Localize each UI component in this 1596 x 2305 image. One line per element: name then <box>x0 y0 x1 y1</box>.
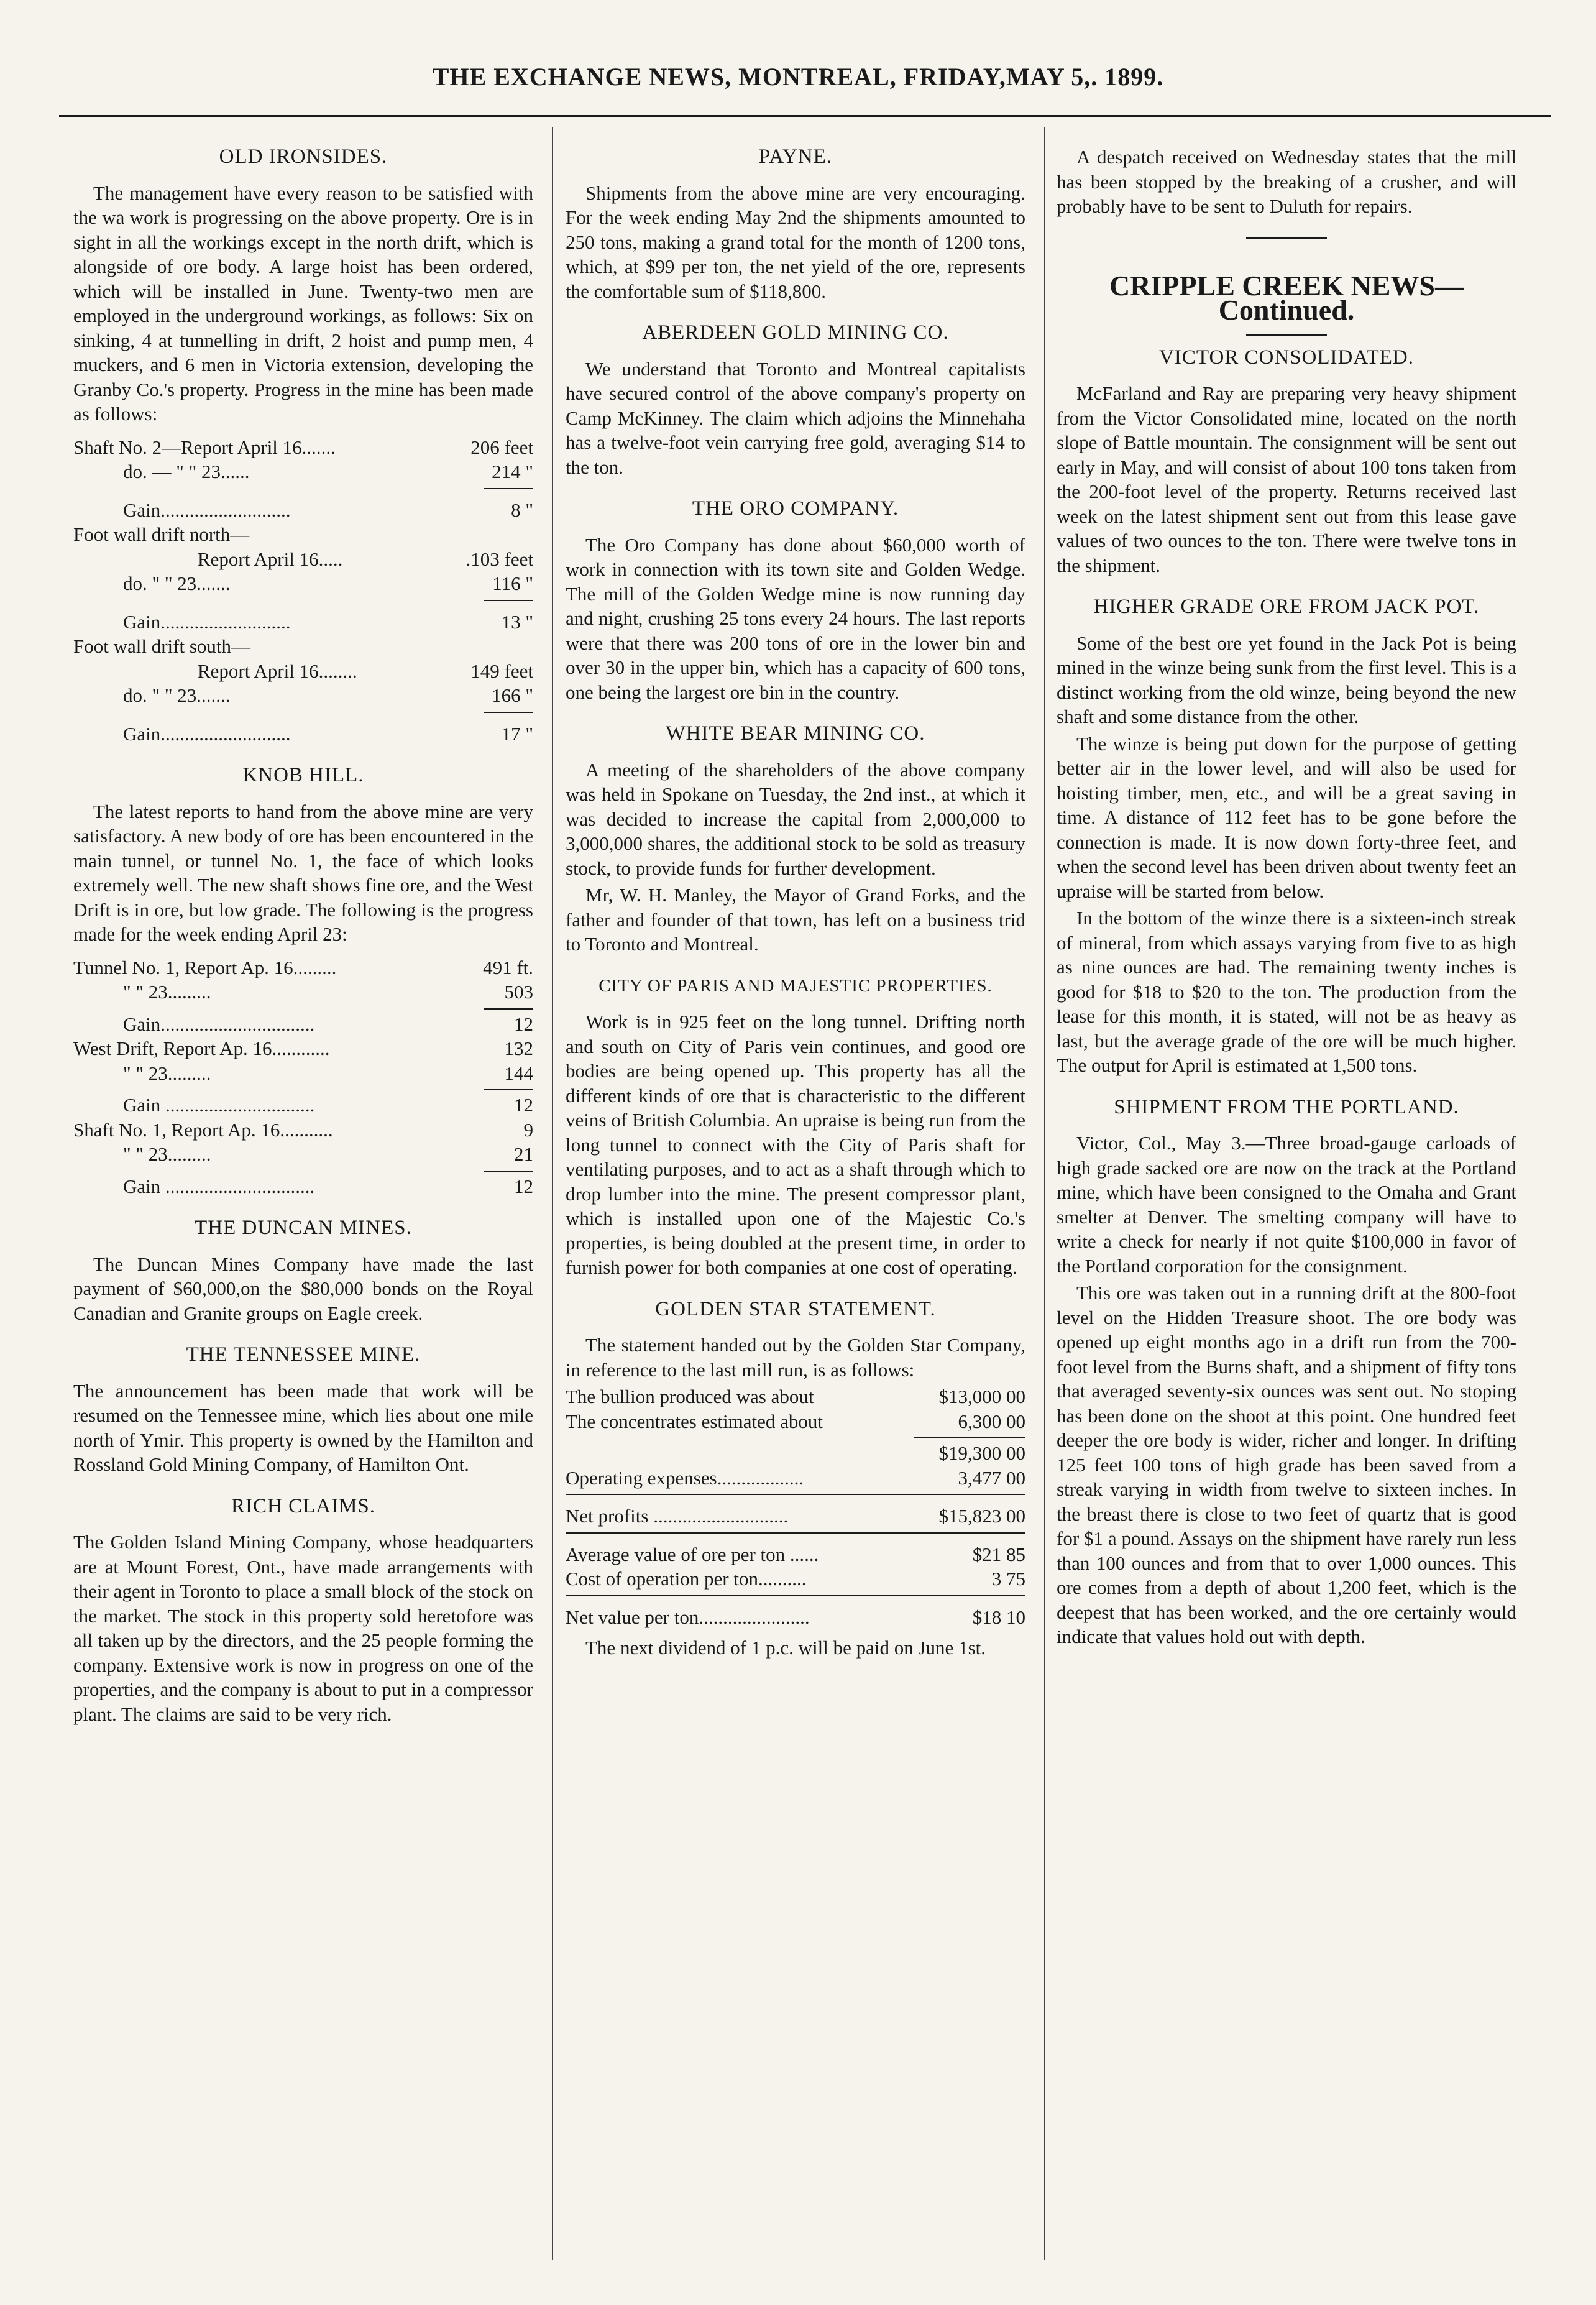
article-body-aberdeen: We understand that Toronto and Montreal capitalists have secured control of the above company's property on Camp McKinney. The claim which adjoins the Minnehaha has a twelve-foot vein carrying free gold, averaging $14 to the ton. <box>566 357 1025 478</box>
section-rule <box>1246 237 1327 239</box>
golden-star-statement-table <box>566 1384 1025 1629</box>
sum-rule <box>484 1171 533 1172</box>
table-row: Tunnel No. 1, Report Ap. 16......... 491 ft. <box>73 956 533 978</box>
table-row: do. — " " 23...... 214 " <box>123 461 533 482</box>
sum-rule <box>484 1089 533 1090</box>
table-row: Foot wall drift north— <box>73 523 250 545</box>
article-body-knob-hill: The latest reports to hand from the above mine are very satisfactory. A new body of ore has been encountered in the main tunnel, or tunnel No. 1, the face of which looks extremely well. The new shaft shows fine ore, and the West Drift is in ore, but low grade. The following is the progress made for the week ending April 23: <box>73 800 533 945</box>
article-title-tennessee-mine: THE TENNESSEE MINE. <box>186 1343 421 1366</box>
section-title-cripple-creek: CRIPPLE CREEK NEWS—Continued. <box>1109 269 1464 326</box>
table-row: Gain........................... 17 " <box>123 722 533 745</box>
table-row: Net value per ton....................... $18 10 <box>566 1606 1025 1628</box>
article-body-duncan-mines: The Duncan Mines Company have made the last payment of $60,000,on the $80,000 bonds on the Royal Canadian and Granite groups on Eagle creek. <box>73 1253 533 1324</box>
sum-rule <box>566 1595 1025 1596</box>
article-body-portland-2: This ore was taken out in a running drift at the 800-foot level on the Hidden Treasure shoot. The ore body was opened up eight months ago in a drift run from the 700-foot level from the Burns shaft, and a shipment of fifty tons that averaged seventy-six ounces was sent out. No stoping has been done on the shoot at this point. One hundred feet deeper the ore body is wider, richer and longer. In drifting 125 feet 100 tons of high grade has been saved from a streak varying in width from twelve to sixteen inches. In the breast there is close to two feet of quartz that is good for $1 a pound. Assays on the shipment have rarely run less than 100 ounces and from that to over 1,000 ounces. This ore comes from a depth of about 1,200 feet, which is the deepest that has been worked, and the ore certainly would indicate that values hold out with depth. <box>1057 1282 1516 1647</box>
table-row: Shaft No. 1, Report Ap. 16........... 9 <box>73 1118 533 1141</box>
masthead: THE EXCHANGE NEWS, MONTREAL, FRIDAY,MAY 5,. 1899. <box>432 63 1164 91</box>
article-title-portland: SHIPMENT FROM THE PORTLAND. <box>1114 1095 1459 1118</box>
article-body-victor: McFarland and Ray are preparing very heavy shipment from the Victor Consolidated mine, located on the north slope of Battle mountain. The consignment will be sent out early in May, and will consist of about 100 tons taken from the 200-foot level of the property. Returns received last week on the latest shipment sent out from this lease gave values of two ounces to the ton. There were twelve tons in the shipment. <box>1057 382 1516 576</box>
column-divider-2 <box>1044 127 1045 2260</box>
table-row: Gain ............................... 12 <box>123 1175 533 1197</box>
sum-rule <box>914 1437 1025 1438</box>
table-row: Gain................................ 12 <box>123 1013 533 1035</box>
table-row: do. " " 23....... 116 " <box>123 573 533 594</box>
article-body-despatch: A despatch received on Wednesday states that the mill has been stopped by the breaking of a crusher, and will probably have to be sent to Duluth for repairs. <box>1057 146 1516 217</box>
table-row: " " 23......... 503 <box>123 981 533 1003</box>
table-row: Shaft No. 2—Report April 16....... 206 feet <box>73 436 533 458</box>
article-title-rich-claims: RICH CLAIMS. <box>231 1494 376 1517</box>
table-row: Net profits ............................ $15,823 00 <box>566 1505 1025 1527</box>
article-title-old-ironsides: OLD IRONSIDES. <box>219 145 388 168</box>
table-row: Gain........................... 13 " <box>123 610 533 633</box>
article-body-payne: Shipments from the above mine are very encouraging. For the week ending May 2nd the shipments amounted to 250 tons, making a grand total for the month of 1200 tons, which, at $99 per ton, the net yield of the ore, represents the comfortable sum of $118,800. <box>566 182 1025 302</box>
article-title-knob-hill: KNOB HILL. <box>242 764 364 786</box>
table-row: do. " " 23....... 166 " <box>123 684 533 706</box>
sum-rule <box>484 1008 533 1010</box>
article-title-jack-pot: HIGHER GRADE ORE FROM JACK POT. <box>1093 596 1480 618</box>
table-row: Foot wall drift south— <box>73 635 251 657</box>
article-body-portland-1: Victor, Col., May 3.—Three broad-gauge carloads of high grade sacked ore are now on the track at the Portland mine, which have been consigned to the Omaha and Grant smelter at Denver. The smelting company will have to write a check for nearly if not quite $100,000 in favor of the Portland corporation for the consignment. <box>1057 1132 1516 1277</box>
article-body-jack-pot-2: The winze is being put down for the purpose of getting better air in the lower level, and will also be used for hoisting timber, men, etc., and will be a great saving in time. A distance of 112 feet has to be gone before the connection is made. It is now down forty-three feet, and when the second level has been driven about twenty feet an upraise will be started from below. <box>1057 732 1516 902</box>
article-title-golden-star: GOLDEN STAR STATEMENT. <box>655 1297 936 1320</box>
table-row: Operating expenses.................. 3,477 00 <box>566 1466 1025 1489</box>
sum-rule <box>566 1532 1025 1534</box>
article-body-jack-pot-1: Some of the best ore yet found in the Jack Pot is being mined in the winze being sunk from the first level. This is a distinct working from the old winze, being beyond the new shaft and some distance from the other. <box>1057 632 1516 727</box>
table-row: The concentrates estimated about 6,300 00 <box>566 1410 1025 1432</box>
column-divider-1 <box>552 127 553 2260</box>
article-title-white-bear: WHITE BEAR MINING CO. <box>666 722 925 745</box>
article-title-aberdeen: ABERDEEN GOLD MINING CO. <box>642 321 949 344</box>
table-row: Cost of operation per ton.......... 3 75 <box>566 1568 1025 1590</box>
table-row: $19,300 00 <box>938 1442 1025 1464</box>
ironsides-progress-table <box>73 435 533 747</box>
table-row: " " 23......... 144 <box>123 1062 533 1084</box>
article-body-old-ironsides: The management have every reason to be satisfied with the wa work is progressing on the above property. Ore is in sight in all the workings except in the north drift, which is alongside of ore body. A large hoist has been ordered, which will be installed in June. Twenty-two men are employed in the underground workings, as follows: Six on sinking, 4 at tunnelling in drift, 2 hoist and pump men, 4 muckers, and 6 men in Victoria extension, developing the Granby Co.'s property. Progress in the mine has been made as follows: <box>73 182 533 425</box>
article-body-golden-star: The statement handed out by the Golden Star Company, in reference to the last mill run, is as follows: <box>566 1334 1025 1381</box>
table-row: Gain........................... 8 " <box>123 499 533 521</box>
column-1 <box>73 127 533 2278</box>
article-body-white-bear-2: Mr, W. H. Manley, the Mayor of Grand Forks, and the father and founder of that town, has left on a business trid to Toronto and Montreal. <box>566 884 1025 955</box>
article-title-payne: PAYNE. <box>758 145 833 168</box>
masthead-rule <box>59 115 1551 117</box>
column-3 <box>1057 127 1516 2278</box>
table-row: West Drift, Report Ap. 16............ 132 <box>73 1037 533 1059</box>
article-body-rich-claims: The Golden Island Mining Company, whose headquarters are at Mount Forest, Ont., have made arrangements with their agent in Toronto to place a small block of the stock on the market. The stock in this property sold heretofore was all taken up by the directors, and the 25 people forming the company. Extensive work is now in progress on one of the properties, and the company is about to put in a compressor plant. The claims are said to be very rich. <box>73 1531 533 1725</box>
article-body-white-bear-1: A meeting of the shareholders of the above company was held in Spokane on Tuesday, the 2nd inst., at which it was decided to increase the capital from 2,000,000 to 3,000,000 shares, the additional stock to be sold as treasury stock, to provide funds for further development. <box>566 758 1025 879</box>
sum-rule <box>484 712 533 713</box>
table-row: Gain ............................... 12 <box>123 1094 533 1116</box>
article-body-golden-star-outro: The next dividend of 1 p.c. will be paid on June 1st. <box>585 1637 986 1659</box>
article-body-city-of-paris: Work is in 925 feet on the long tunnel. Drifting north and south on City of Paris vein continues, and good ore bodies are being opened up. This property has all the different kinds of ore that is characteristic to the different veins of British Columbia. An upraise is being run from the long tunnel to connect with the City of Paris shaft for ventilating purposes, and to act as a shaft through which to drop lumber into the mine. The present compressor plant, which is installed upon one of the Majestic Co.'s properties, is being doubled at the present time, in order to furnish power for both companies at one cost of operating. <box>566 1011 1025 1278</box>
sum-rule <box>484 600 533 601</box>
article-title-oro-company: THE ORO COMPANY. <box>692 497 899 520</box>
article-title-city-of-paris: CITY OF PARIS AND MAJESTIC PROPERTIES. <box>598 975 993 996</box>
sum-rule <box>566 1494 1025 1495</box>
table-row: Report April 16..... .103 feet <box>198 548 533 570</box>
column-2 <box>566 127 1025 2278</box>
knob-hill-progress-table <box>73 955 533 1199</box>
section-rule <box>1246 334 1327 336</box>
article-body-oro-company: The Oro Company has done about $60,000 worth of work in connection with its town site and Golden Wedge. The mill of the Golden Wedge mine is now running day and night, crushing 25 tons every 24 hours. The last reports were that there was 200 tons of ore in the lower bin and over 30 in the upper bin, which has a capacity of 600 tons, one being the largest ore bin in the country. <box>566 533 1025 703</box>
article-body-jack-pot-3: In the bottom of the winze there is a sixteen-inch streak of mineral, from which assays varying from five to as high as nine ounces are had. The remaining twenty inches is good for $18 to $20 to the ton. The production from the lease for this month, it is stated, will not be as heavy as last, but the average grade of the ore will be much higher. The output for April is estimated at 1,500 tons. <box>1057 907 1516 1076</box>
table-row: Average value of ore per ton ...... $21 85 <box>566 1543 1025 1565</box>
article-body-tennessee-mine: The announcement has been made that work will be resumed on the Tennessee mine, which lies about one mile north of Ymir. This property is owned by the Hamilton and Rossland Gold Mining Company, of Hamilton Ont. <box>73 1379 533 1475</box>
table-row: " " 23......... 21 <box>123 1143 533 1165</box>
article-title-victor: VICTOR CONSOLIDATED. <box>1159 346 1414 369</box>
table-row: The bullion produced was about $13,000 00 <box>566 1386 1025 1407</box>
table-row: Report April 16........ 149 feet <box>198 660 533 682</box>
sum-rule <box>484 488 533 489</box>
article-title-duncan-mines: THE DUNCAN MINES. <box>195 1217 412 1239</box>
